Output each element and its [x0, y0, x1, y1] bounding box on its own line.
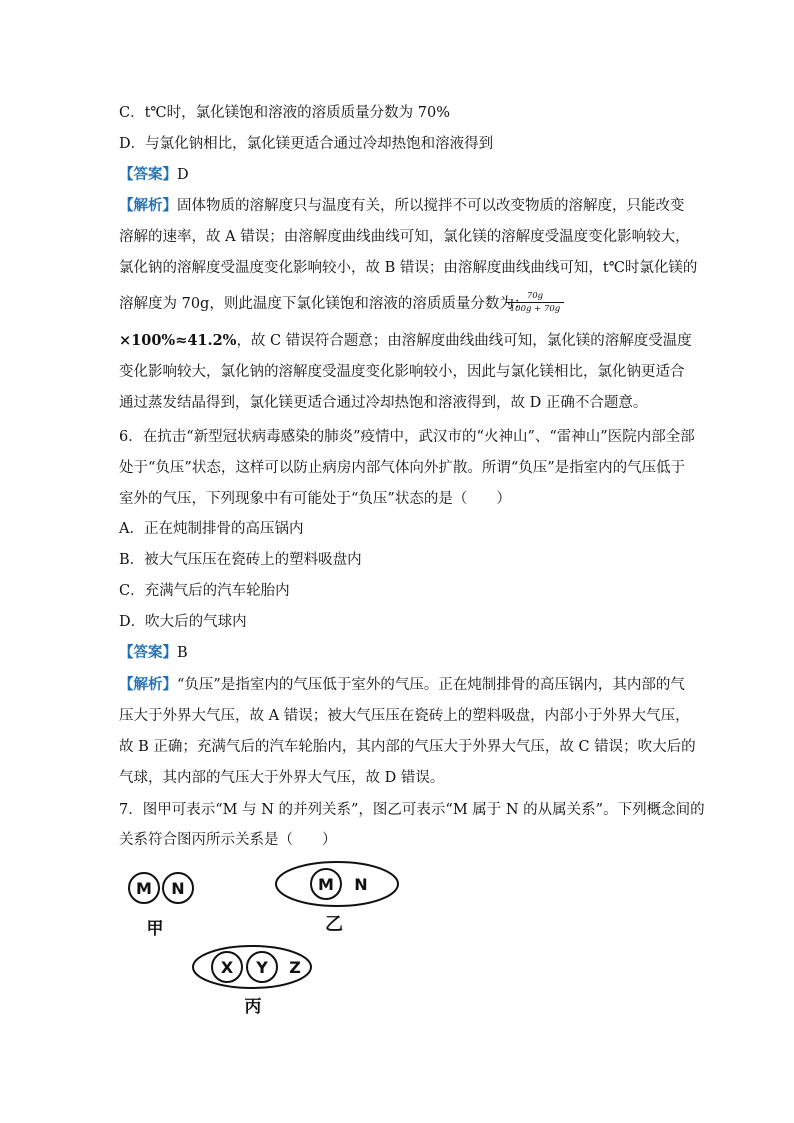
option-b: B．被大气压压在瓷砖上的塑料吸盘内: [119, 552, 362, 568]
question-7-line-2: 关系符合图丙所示关系是（ ）: [119, 832, 337, 848]
analysis-tag: 【解析】: [119, 197, 177, 214]
analysis-text: “负压”是指室内的气压低于室外的气压。正在炖制排骨的高压锅内，其内部的气: [177, 677, 685, 693]
figure-yi: [276, 862, 398, 906]
question-6-line-3: 室外的气压，下列现象中有可能处于“负压”状态的是（ ）: [119, 491, 511, 507]
analysis-5-line-4: 溶解度为 70g，则此温度下氯化镁饱和溶液的溶质质量分数为：: [119, 296, 529, 312]
analysis-5-line-3: 氯化钠的溶解度受温度变化影响较小，故 B 错误；由溶解度曲线曲线可知，t℃时氯化镁的: [119, 260, 698, 276]
jia-label-m: M: [136, 879, 152, 898]
answer-tag: 【答案】: [119, 166, 177, 183]
jia-label-n: N: [171, 879, 185, 898]
fraction-numerator: 70g: [526, 291, 544, 301]
bing-label-x: X: [220, 958, 234, 977]
analysis-text: 固体物质的溶解度只与温度有关，所以搅拌不可以改变物质的溶解度，只能改变: [177, 198, 685, 214]
option-c-prev: C．t℃时，氯化镁饱和溶液的溶质质量分数为 70%: [119, 105, 450, 121]
percent-result: ×100%≈41.2%: [119, 332, 237, 349]
analysis-tag: 【解析】: [119, 676, 177, 693]
bing-label-y: Y: [256, 958, 268, 977]
option-d-prev: D．与氯化钠相比，氯化镁更适合通过冷却热饱和溶液得到: [119, 136, 494, 152]
fraction-denominator: 100g + 70g: [509, 304, 561, 314]
analysis-5-line-7: 通过蒸发结晶得到，氯化镁更适合通过冷却热饱和溶液得到，故 D 正确不合题意。: [119, 395, 648, 411]
yi-ellipse-n: [276, 862, 398, 906]
answer-value: B: [177, 645, 188, 661]
question-7-line-1: 7．图甲可表示“M 与 N 的并列关系”，图乙可表示“M 属于 N 的从属关系”。下列概念间的: [119, 802, 705, 818]
option-c: C．充满气后的汽车轮胎内: [119, 583, 290, 599]
question-6-line-1: 6．在抗击“新型冠状病毒感染的肺炎”疫情中，武汉市的“火神山”、“雷神山”医院内部全部: [119, 429, 695, 445]
bing-caption: 丙: [244, 997, 262, 1017]
option-a: A．正在炖制排骨的高压锅内: [119, 521, 304, 537]
analysis-text-cont: ，故 C 错误符合题意；由溶解度曲线曲线可知，氯化镁的溶解度受温度: [236, 333, 692, 349]
analysis-6-line-4: 气球，其内部的气压大于外界大气压，故 D 错误。: [119, 770, 445, 786]
option-d: D．吹大后的气球内: [119, 614, 247, 630]
analysis-6-line-3: 故 B 正确；充满气后的汽车轮胎内，其内部的气压大于外界大气压，故 C 错误；吹大后的: [119, 739, 696, 755]
yi-label-m: M: [318, 875, 334, 894]
answer-value: D: [177, 167, 189, 183]
analysis-5-line-6: 变化影响较大，氯化钠的溶解度受温度变化影响较小，因此与氯化镁相比，氯化钠更适合: [119, 364, 685, 380]
question-6-line-2: 处于“负压”状态，这样可以防止病房内部气体向外扩散。所谓“负压”是指室内的气压低于: [119, 460, 686, 476]
analysis-5-line-2: 溶解的速率，故 A 错误；由溶解度曲线曲线可知，氯化镁的溶解度受温度变化影响较大，: [119, 229, 690, 245]
bing-label-z: Z: [289, 958, 301, 977]
yi-label-n: N: [354, 875, 368, 894]
analysis-6-line-2: 压大于外界大气压，故 A 错误；被大气压压在瓷砖上的塑料吸盘，内部小于外界大气压，: [119, 708, 690, 724]
jia-caption: 甲: [146, 919, 164, 939]
answer-tag: 【答案】: [119, 644, 177, 661]
yi-caption: 乙: [325, 914, 343, 935]
